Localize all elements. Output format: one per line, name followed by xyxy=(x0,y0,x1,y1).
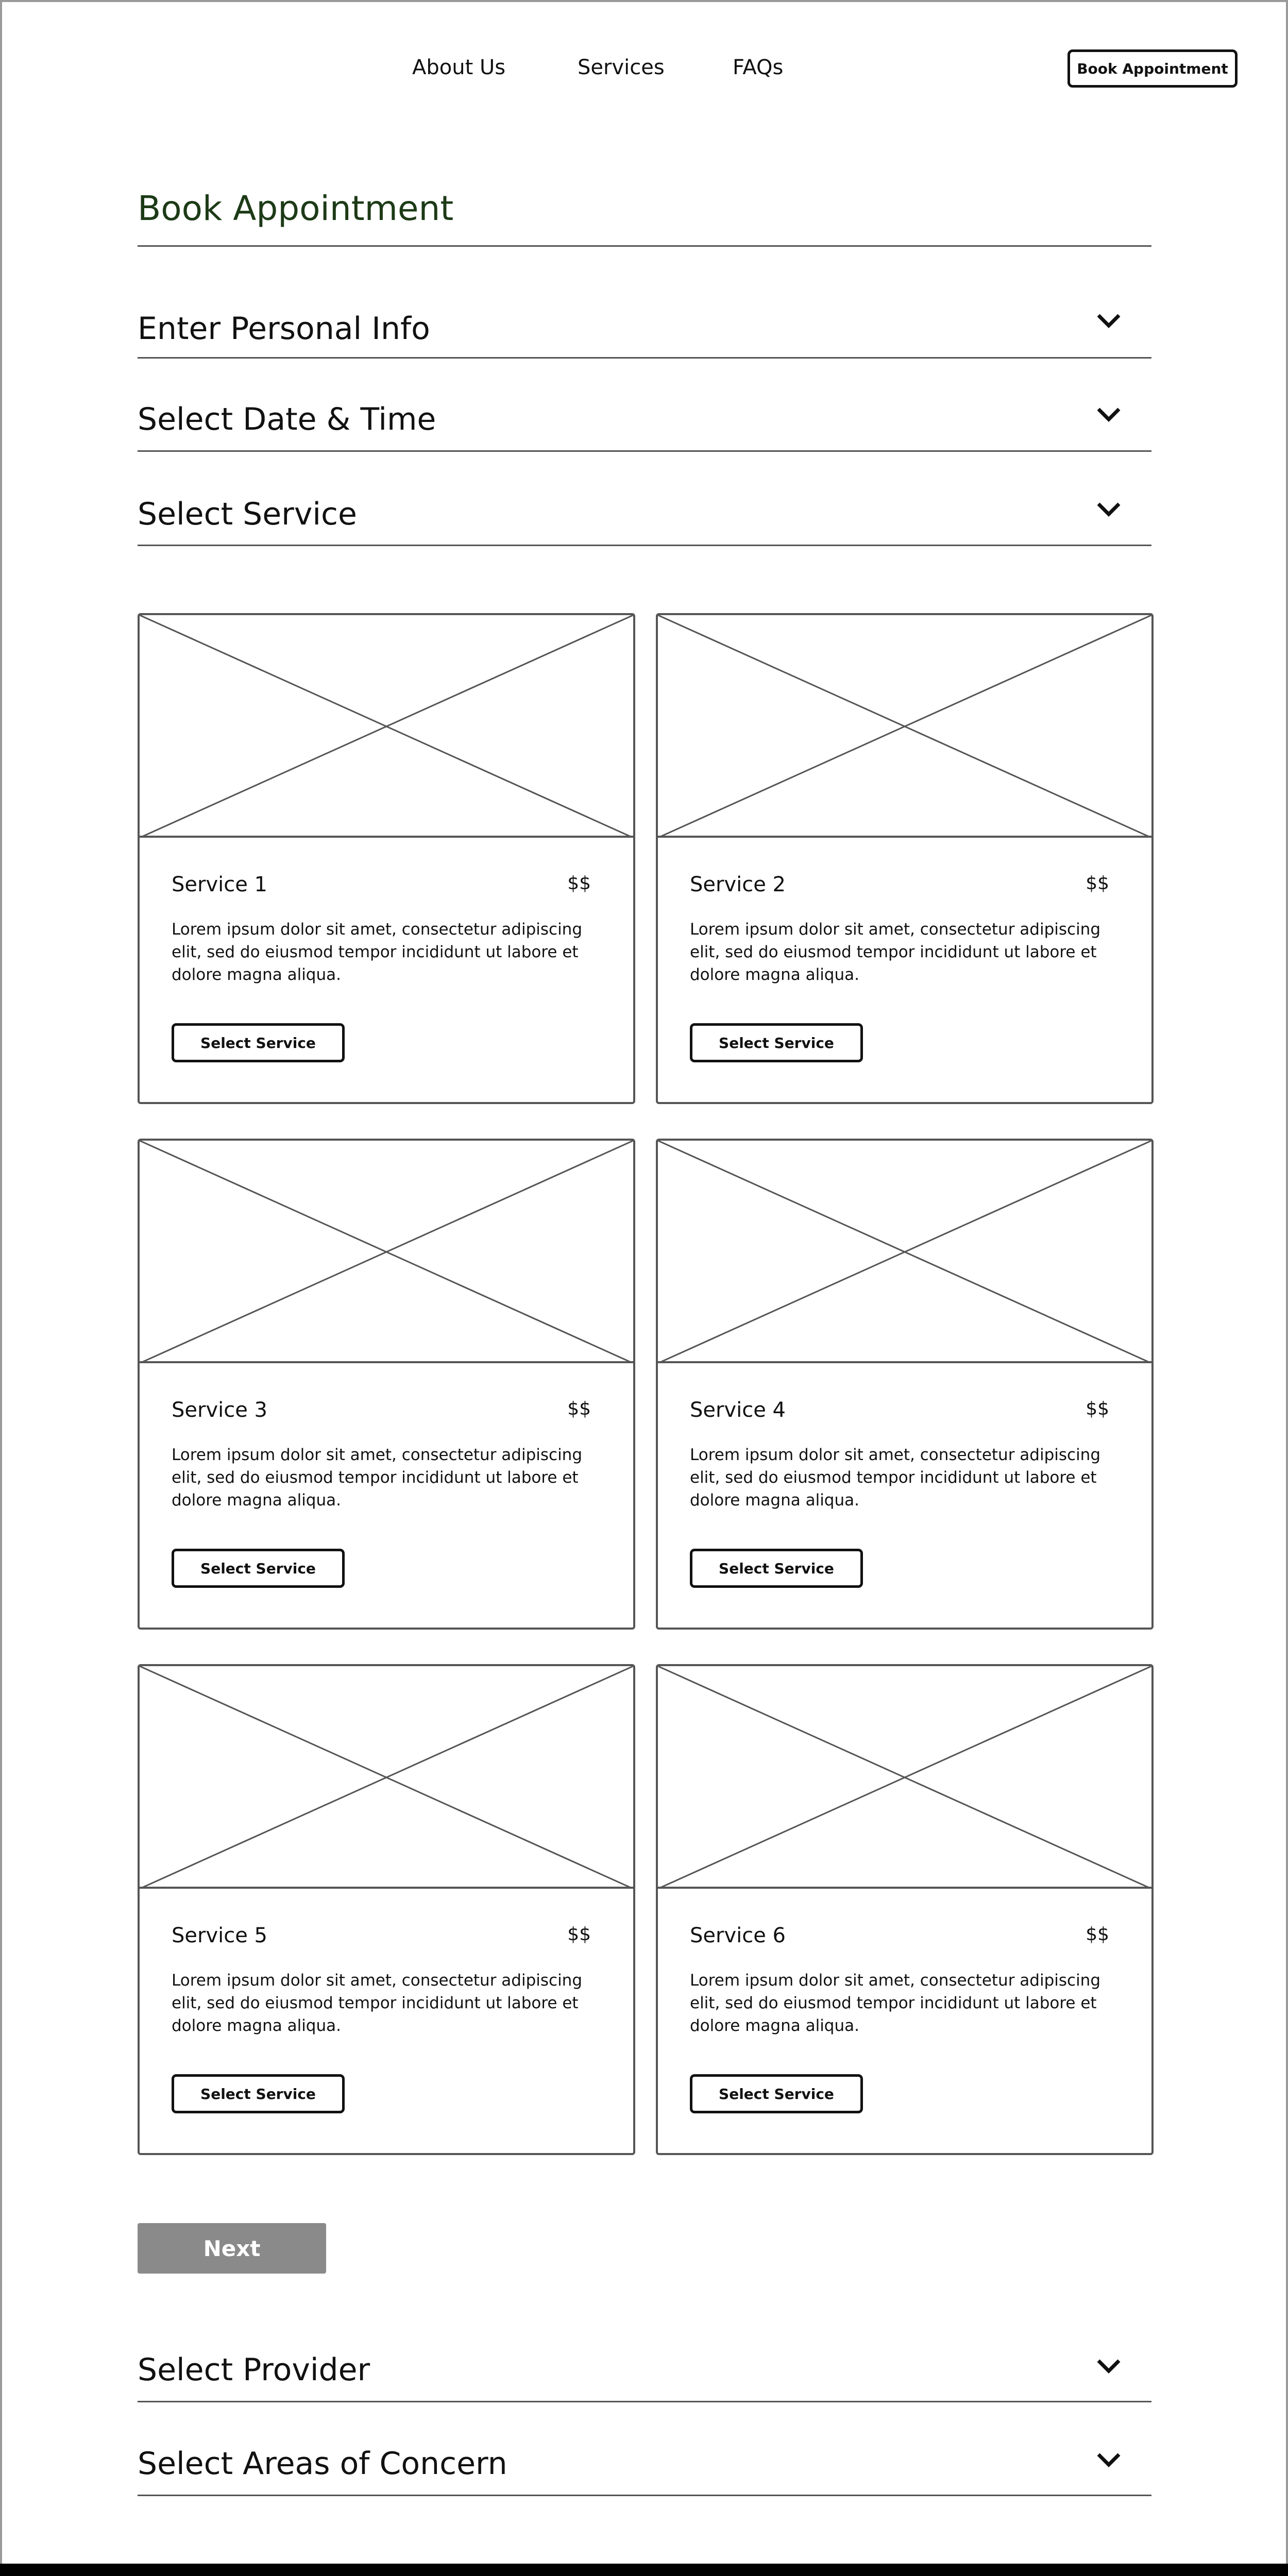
chevron-down-icon[interactable] xyxy=(1096,407,1121,422)
book-appointment-button[interactable]: Book Appointment xyxy=(1067,49,1238,88)
image-placeholder xyxy=(658,1666,1151,1889)
select-service-button[interactable]: Select Service xyxy=(172,1023,345,1062)
service-description: Lorem ipsum dolor sit amet, consectetur adipiscing elit, sed do eiusmod tempor incididunt ut labore et dolore magna aliqua. xyxy=(172,920,583,984)
nav-faqs[interactable]: FAQs xyxy=(733,56,784,79)
service-card xyxy=(138,613,635,1104)
accordion-provider[interactable]: Select Provider xyxy=(138,2352,370,2388)
service-price: $$ xyxy=(567,873,591,894)
service-card xyxy=(138,1139,635,1630)
chevron-down-icon[interactable] xyxy=(1096,2359,1121,2374)
image-placeholder xyxy=(658,615,1151,838)
accordion-date-time[interactable]: Select Date & Time xyxy=(138,401,436,437)
chevron-down-icon[interactable] xyxy=(1096,313,1121,329)
accordion-divider xyxy=(138,2495,1151,2496)
select-service-button[interactable]: Select Service xyxy=(690,2074,863,2113)
next-button[interactable]: Next xyxy=(138,2223,326,2274)
accordion-divider xyxy=(138,450,1151,452)
service-name: Service 6 xyxy=(690,1924,786,1947)
service-description: Lorem ipsum dolor sit amet, consectetur adipiscing elit, sed do eiusmod tempor incididunt ut labore et dolore magna aliqua. xyxy=(172,1446,583,1510)
service-name: Service 1 xyxy=(172,873,267,896)
chevron-down-icon[interactable] xyxy=(1096,2452,1121,2468)
footer xyxy=(0,2564,1288,2576)
accordion-areas-of-concern[interactable]: Select Areas of Concern xyxy=(138,2446,507,2482)
service-name: Service 4 xyxy=(690,1398,786,1422)
page-title: Book Appointment xyxy=(138,189,454,228)
service-card xyxy=(656,613,1154,1104)
image-placeholder xyxy=(140,1141,633,1363)
service-price: $$ xyxy=(1086,873,1109,894)
select-service-button[interactable]: Select Service xyxy=(690,1023,863,1062)
service-name: Service 2 xyxy=(690,873,786,896)
service-description: Lorem ipsum dolor sit amet, consectetur adipiscing elit, sed do eiusmod tempor incididunt ut labore et dolore magna aliqua. xyxy=(690,1971,1101,2035)
select-service-button[interactable]: Select Service xyxy=(172,2074,345,2113)
nav-about-us[interactable]: About Us xyxy=(412,56,506,79)
service-description: Lorem ipsum dolor sit amet, consectetur adipiscing elit, sed do eiusmod tempor incididunt ut labore et dolore magna aliqua. xyxy=(172,1971,583,2035)
service-description: Lorem ipsum dolor sit amet, consectetur adipiscing elit, sed do eiusmod tempor incididunt ut labore et dolore magna aliqua. xyxy=(690,1446,1101,1510)
accordion-service[interactable]: Select Service xyxy=(138,496,357,532)
service-description: Lorem ipsum dolor sit amet, consectetur adipiscing elit, sed do eiusmod tempor incididunt ut labore et dolore magna aliqua. xyxy=(690,920,1101,984)
accordion-divider xyxy=(138,357,1151,359)
service-card xyxy=(138,1664,635,2155)
service-price: $$ xyxy=(567,1398,591,1419)
title-divider xyxy=(138,245,1151,247)
select-service-button[interactable]: Select Service xyxy=(172,1549,345,1588)
accordion-divider xyxy=(138,545,1151,546)
service-price: $$ xyxy=(1086,1398,1109,1419)
accordion-personal-info[interactable]: Enter Personal Info xyxy=(138,311,430,347)
service-price: $$ xyxy=(567,1924,591,1945)
service-card xyxy=(656,1664,1154,2155)
service-name: Service 5 xyxy=(172,1924,267,1947)
service-name: Service 3 xyxy=(172,1398,267,1422)
select-service-button[interactable]: Select Service xyxy=(690,1549,863,1588)
chevron-down-icon[interactable] xyxy=(1096,502,1121,517)
service-price: $$ xyxy=(1086,1924,1109,1945)
image-placeholder xyxy=(140,1666,633,1889)
accordion-divider xyxy=(138,2401,1151,2402)
service-card xyxy=(656,1139,1154,1630)
image-placeholder xyxy=(658,1141,1151,1363)
nav-services[interactable]: Services xyxy=(578,56,665,79)
image-placeholder xyxy=(140,615,633,838)
